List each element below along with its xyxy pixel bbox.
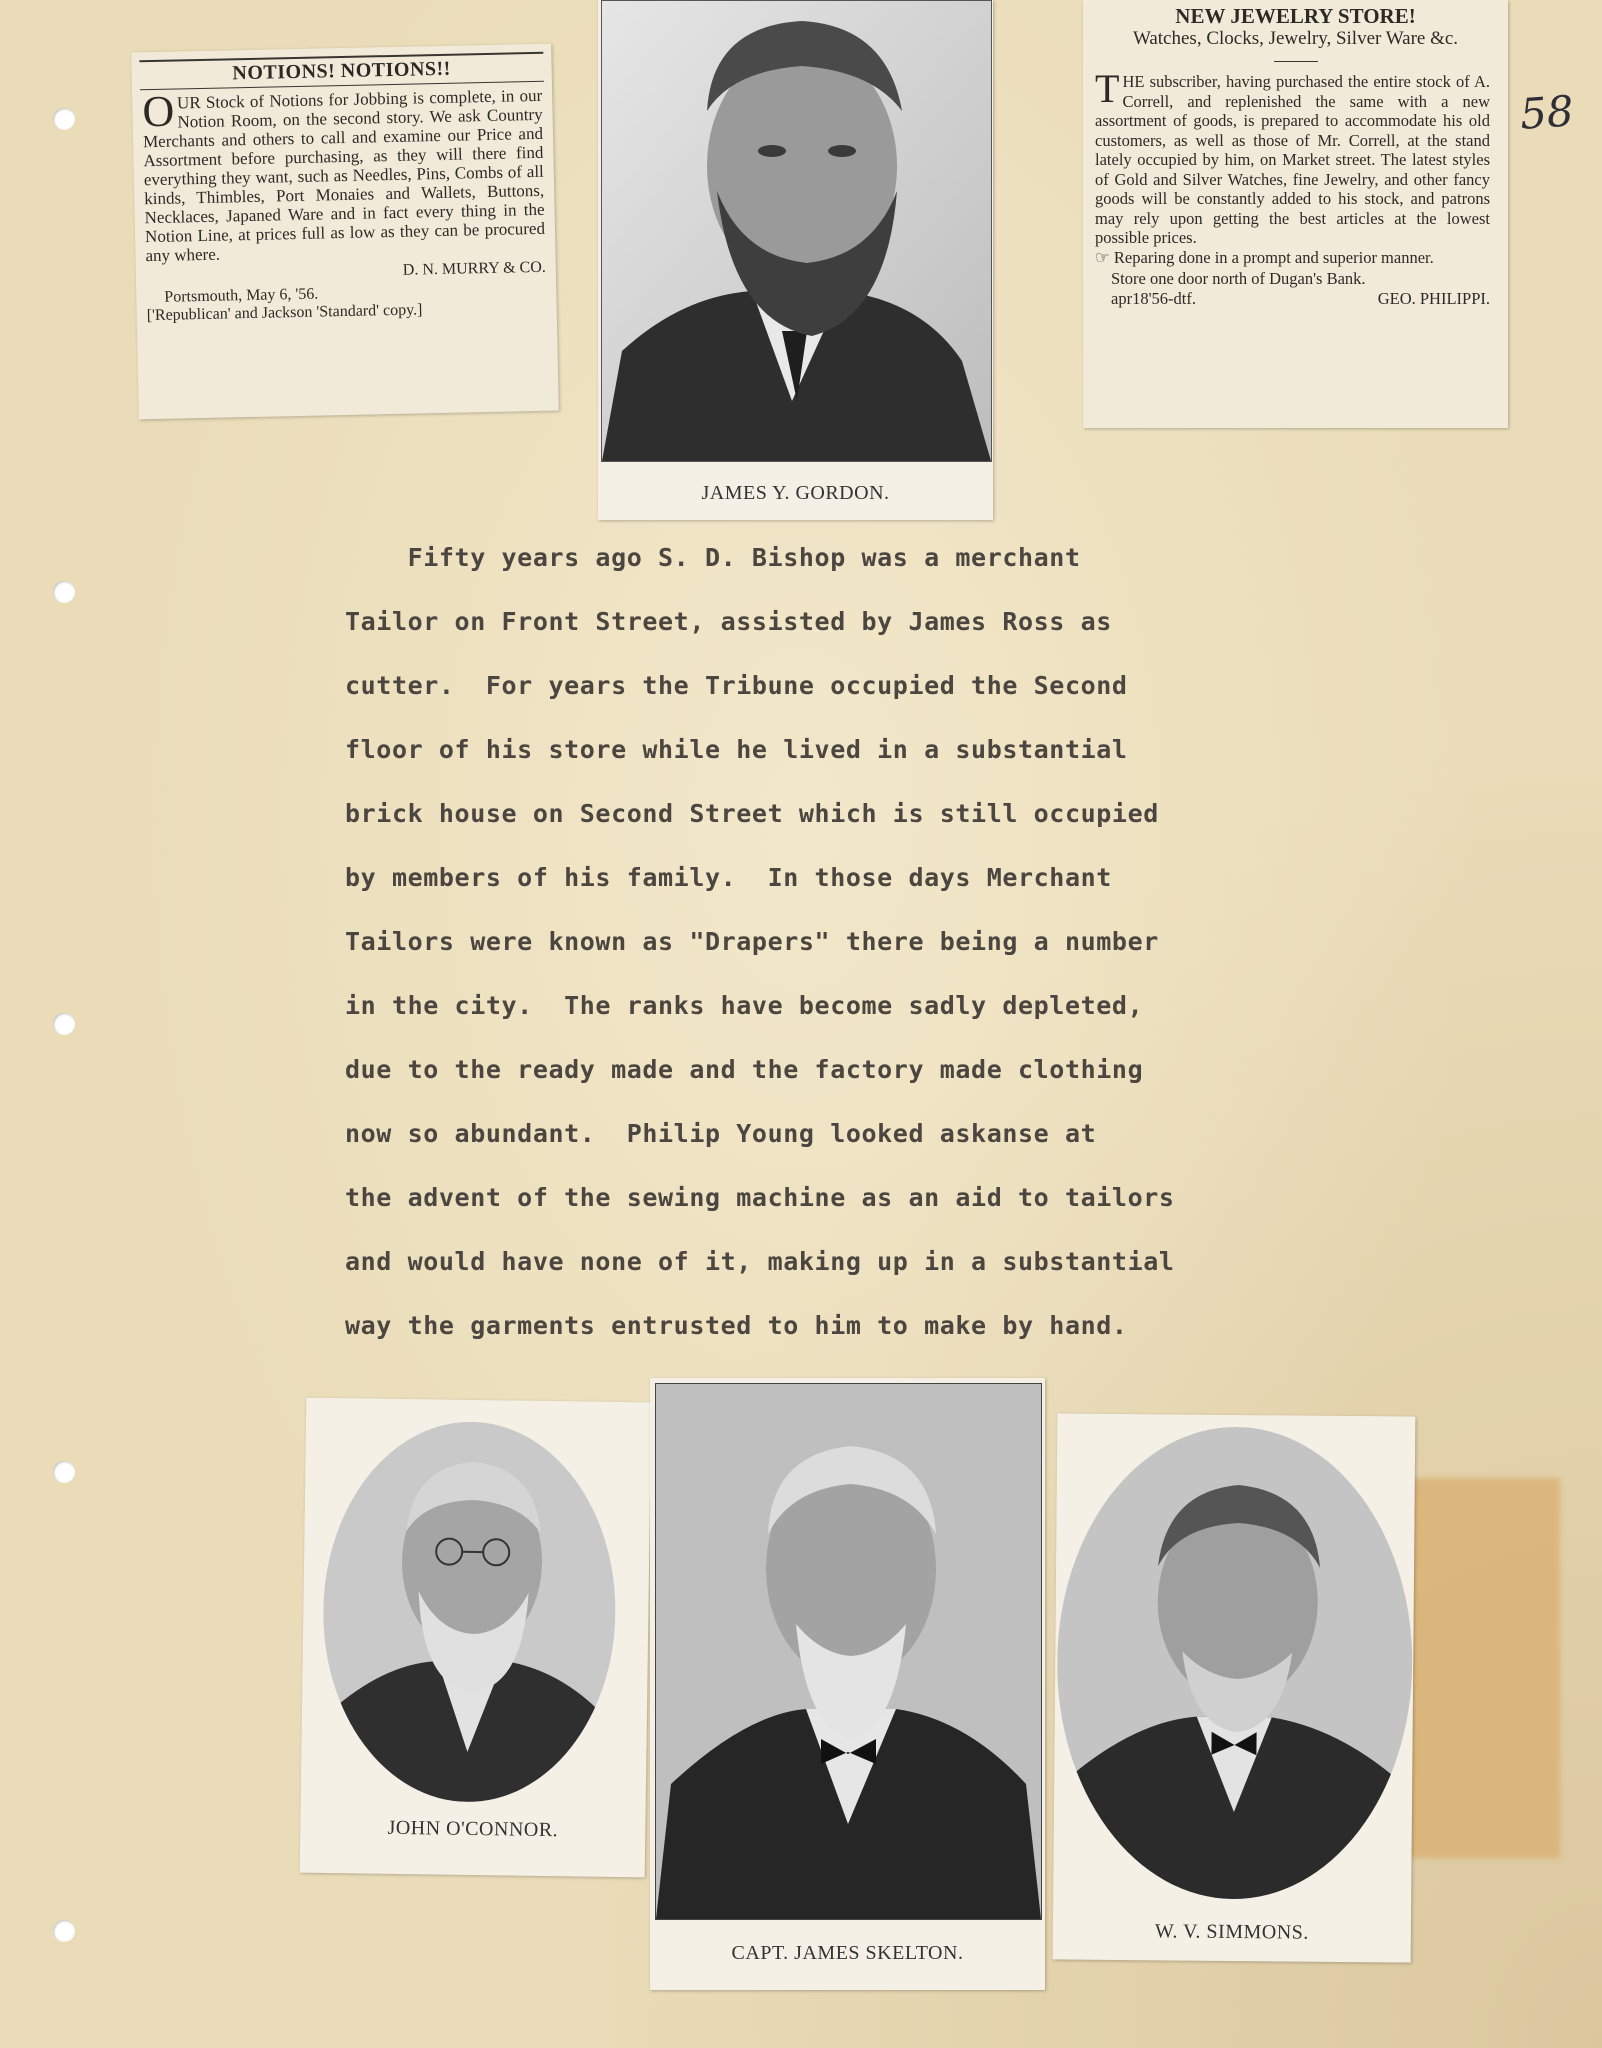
portrait-caption-simmons: W. V. SIMMONS. (1154, 1920, 1309, 1944)
notions-dropcap: O (141, 86, 175, 137)
typed-line: and would have none of it, making up in a substantial (345, 1247, 1175, 1276)
paper-stain (1390, 1478, 1560, 1858)
typed-line: the advent of the sewing machine as an aid to tailors (345, 1183, 1175, 1212)
portrait-photo-simmons (1055, 1425, 1414, 1900)
punch-hole (53, 1013, 75, 1035)
portrait-card-gordon (598, 0, 993, 520)
typed-line: Fifty years ago S. D. Bishop was a merchant (345, 543, 1081, 572)
typed-line: Tailor on Front Street, assisted by James Ross as (345, 607, 1112, 636)
jewelry-footer (1083, 289, 1508, 309)
page-number: 58 (1518, 86, 1576, 139)
notions-heading: NOTIONS! NOTIONS!! (139, 52, 544, 90)
typed-line: floor of his store while he lived in a substantial (345, 735, 1128, 764)
jewelry-signature: GEO. PHILIPPI. (1377, 289, 1490, 308)
notions-body-text: UR Stock of Notions for Jobbing is complete, in our Notion Room, on the second story. We ask Country Merchants and others to call and examine our Price and Assortment before purchasing, as they will there find everything they want, such as Needles, Pins, Combs of all kinds, Thimbles, Port Monaies and Wallets, Buttons, Necklaces, Japaned Ware and in fact every thing in the Notion Line, at prices full as low as they can be procured any where. (142, 85, 546, 266)
notions-signature: D. N. MURRY & CO. (402, 258, 546, 279)
portrait-caption-gordon: JAMES Y. GORDON. (701, 482, 890, 504)
typed-line: way the garments entrusted to him to make by hand. (345, 1311, 1128, 1340)
punch-hole (53, 1920, 75, 1942)
jewelry-repair-note: ☞ Reparing done in a prompt and superior manner. (1095, 247, 1434, 267)
jewelry-store-advertisement-clipping (1083, 0, 1508, 428)
typed-line: due to the ready made and the factory made clothing (345, 1055, 1144, 1084)
portrait-card-oconnor (300, 1398, 652, 1878)
typed-line: now so abundant. Philip Young looked askanse at (345, 1119, 1097, 1148)
jewelry-body (1083, 66, 1508, 248)
notions-footer: ['Republican' and Jackson 'Standard' copy.] (146, 301, 423, 325)
typed-line: in the city. The ranks have become sadly depleted, (345, 991, 1144, 1020)
portrait-photo-gordon (601, 0, 992, 462)
typed-line: Tailors were known as "Drapers" there being a number (345, 927, 1159, 956)
jewelry-store-location: Store one door north of Dugan's Bank. (1111, 269, 1366, 288)
notions-date: Portsmouth, May 6, '56. (164, 285, 319, 306)
jewelry-dropcap: T (1095, 66, 1120, 111)
jewelry-subheading: Watches, Clocks, Jewelry, Silver Ware &c. (1132, 28, 1459, 49)
typed-line: by members of his family. In those days Merchant (345, 863, 1112, 892)
portrait-photo-oconnor (321, 1420, 618, 1804)
jewelry-heading: NEW JEWELRY STORE! (1175, 4, 1416, 28)
typed-line: brick house on Second Street which is still occupied (345, 799, 1159, 828)
jewelry-body-text: HE subscriber, having purchased the entire stock of A. Correll, and replenished the same with a new assortment of goods, is prepared to accommodate his old customers, as well as those of Mr. Correll, at the stand lately occupied by him, on Market street. The latest styles of Gold and Silver Watches, fine Jewelry, and other fancy goods will be constantly added to his stock, and patrons may rely upon getting the best articles at the lowest possible prices. (1095, 72, 1490, 247)
portrait-caption-skelton: CAPT. JAMES SKELTON. (731, 1942, 964, 1964)
typed-line: cutter. For years the Tribune occupied the Second (345, 671, 1128, 700)
portrait-card-skelton (650, 1378, 1045, 1990)
portrait-photo-skelton (655, 1383, 1042, 1920)
punch-hole (53, 581, 75, 603)
notions-body (132, 86, 555, 266)
portrait-caption-oconnor: JOHN O'CONNOR. (387, 1816, 559, 1842)
jewelry-date: apr18'56-dtf. (1111, 289, 1196, 308)
punch-hole (53, 1461, 75, 1483)
typewritten-paragraph (345, 526, 1355, 1358)
jewelry-rule (1274, 61, 1318, 62)
punch-hole (53, 108, 75, 130)
notions-advertisement-clipping (131, 44, 559, 420)
portrait-card-simmons (1053, 1413, 1416, 1962)
